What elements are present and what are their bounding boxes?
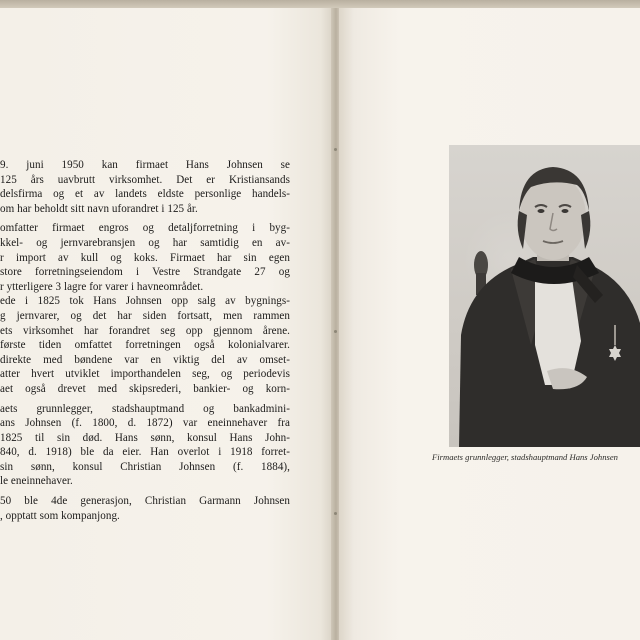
text-line: aet også drevet med skipsrederi, bankier- og korn- bbox=[0, 382, 290, 395]
photo-caption: Firmaets grunnlegger, stadshauptmand Hans Johnsen bbox=[432, 452, 618, 462]
portrait-photo bbox=[449, 145, 640, 447]
text-line: 50 ble 4de generasjon, Christian Garmann Johnsen bbox=[0, 495, 290, 508]
text-line: direkte med bøndene var en viktig del av omset- bbox=[0, 353, 290, 366]
text-line: , opptatt som kompanjong. bbox=[0, 509, 120, 522]
text-line: ans Johnsen (f. 1800, d. 1872) var eneinnehaver fra bbox=[0, 417, 290, 430]
left-page bbox=[0, 8, 334, 640]
text-line: 9. juni 1950 kan firmaet Hans Johnsen se bbox=[0, 159, 290, 171]
text-line: 1825 til sin død. Hans sønn, konsul Hans John- bbox=[0, 431, 290, 444]
text-line: aets grunnlegger, stadshauptmand og bankadmini- bbox=[0, 402, 290, 415]
text-line: kkel- og jernvarebransjen og har samtidig en av- bbox=[0, 236, 290, 249]
text-line: 125 års uavbrutt virksomhet. Det er Kristiansands bbox=[0, 173, 290, 186]
text-line: r ytterligere 3 lagre for varer i havneområdet. bbox=[0, 280, 204, 293]
text-line: g jernvarer, og det har siden fortsatt, men rammen bbox=[0, 309, 290, 322]
text-line: omfatter firmaet engros og detaljforretning i byg- bbox=[0, 222, 290, 235]
text-line: 840, d. 1918) ble da eier. Han overlot i 1918 forret- bbox=[0, 446, 290, 459]
text-line: delsfirma og et av landets eldste personlige handels- bbox=[0, 188, 290, 201]
binding-stitch bbox=[334, 512, 337, 515]
text-line: store forretningseiendom i Vestre Strandgate 27 og bbox=[0, 266, 290, 279]
binding-stitch bbox=[334, 148, 337, 151]
portrait-image bbox=[449, 145, 640, 447]
body-text bbox=[0, 158, 290, 523]
text-line: le eneinnehaver. bbox=[0, 475, 73, 488]
text-line: sin sønn, konsul Christian Johnsen (f. 1884), bbox=[0, 460, 290, 473]
text-line: r import av kull og koks. Firmaet har sin egen bbox=[0, 251, 290, 264]
text-line: ets virksomhet har forandret seg opp gjennom årene. bbox=[0, 324, 290, 337]
binding-stitch bbox=[334, 330, 337, 333]
text-line: første tiden omfattet forretningen også kolonialvarer. bbox=[0, 339, 290, 352]
text-line: ede i 1825 tok Hans Johnsen opp salg av bygnings- bbox=[0, 295, 290, 308]
text-line: atter hvert utviklet importhandelen seg, og periodevis bbox=[0, 368, 290, 381]
text-line: om har beholdt sitt navn uforandret i 125 år. bbox=[0, 202, 198, 215]
